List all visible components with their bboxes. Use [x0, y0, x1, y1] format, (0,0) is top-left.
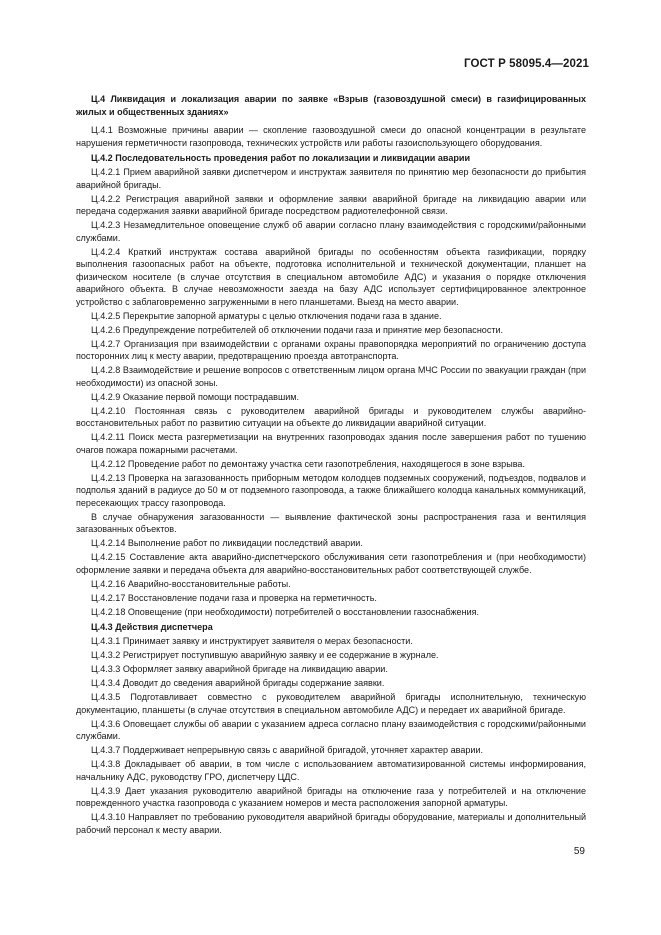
paragraph: Ц.4.2.6 Предупреждение потребителей об отключении подачи газа и принятие мер безопасности. — [91, 324, 504, 335]
paragraph: Ц.4.2.2 Регистрация аварийной заявки и оформление заявки аварийной бригаде на ликвидацию аварии или передача содержания заявки аварийной бригаде посредством радиотелефонной связи. — [76, 193, 586, 216]
paragraph: Ц.4.2.1 Прием аварийной заявки диспетчером и инструктаж заявителя по принятию мер безопасности до прибытия аварийной бригады. — [76, 167, 586, 190]
section-heading-c4: Ц.4 Ликвидация и локализация аварии по заявке «Взрыв (газовоздушной смеси) в газифицированных жилых и общественных зданиях» — [76, 94, 586, 117]
paragraph: Ц.4.1 Возможные причины аварии — скопление газовоздушной смеси до опасной концентрации в результате нарушения герметичности газопровода, технических устройств или работы газоиспользующего оборудования. — [76, 125, 586, 148]
paragraph: Ц.4.2.5 Перекрытие запорной арматуры с целью отключения подачи газа в здание. — [91, 310, 442, 321]
paragraph: Ц.4.2.4 Краткий инструктаж состава аварийной бригады по особенностям объекта газификации, порядку выполнения газоопасных работ на объекте, подготовка исполнительной и технической документации, планшет на физическом носителе (в случае отсутствия в специальном автомобиле АДС) и указания о порядке отключения аварийного объекта. В случае невозможности заезда на базу АДС использует сертифицированное электронное устройство с заблаговременно загруженными в него планшетами. Выезд на место аварии. — [76, 246, 586, 307]
paragraph: Ц.4.2.15 Составление акта аварийно-диспетчерского обслуживания сети газопотребления и (при необходимости) оформление заявки и передача объекта для аварийно-восстановительных работ соответствующей службе. — [76, 552, 586, 575]
paragraph: Ц.4.2.11 Поиск места разгерметизации на внутренних газопроводах здания после завершения работ по тушению очагов пожара пожарными расчетами. — [76, 432, 586, 455]
paragraph: Ц.4.2.9 Оказание первой помощи пострадавшим. — [91, 391, 300, 402]
paragraph: Ц.4.3.5 Подготавливает совместно с руководителем аварийной бригады исполнительную, техническую документацию, планшеты (в случае отсутствия в специальном автомобиле АДС) и передает их аварийной бригаде. — [76, 692, 586, 715]
paragraph: Ц.4.2.14 Выполнение работ по ликвидации последствий аварии. — [91, 538, 363, 548]
section-heading-c4-2: Ц.4.2 Последовательность проведения работ по локализации и ликвидации аварии — [91, 153, 471, 163]
document-body — [76, 93, 586, 838]
paragraph: Ц.4.2.8 Взаимодействие и решение вопросов с ответственным лицом органа МЧС России по эвакуации граждан (при необходимости) из опасной зоны. — [76, 365, 587, 388]
paragraph: Ц.4.3.2 Регистрирует поступившую аварийную заявку и ее содержание в журнале. — [91, 650, 439, 660]
paragraph: Ц.4.2.3 Незамедлительное оповещение служб об аварии согласно плану взаимодействия с городскими/районными службами. — [76, 220, 586, 243]
paragraph: Ц.4.2.12 Проведение работ по демонтажу участка сети газопотребления, находящегося в зоне взрыва. — [91, 458, 525, 469]
paragraph: Ц.4.3.6 Оповещает службы об аварии с указанием адреса согласно плану взаимодействия с городскими/районными службами. — [76, 718, 586, 741]
paragraph: Ц.4.3.7 Поддерживает непрерывную связь с аварийной бригадой, уточняет характер аварии. — [91, 745, 484, 755]
document-id: ГОСТ Р 58095.4—2021 — [464, 58, 589, 70]
paragraph: Ц.4.2.7 Организация при взаимодействии с органами охраны правопорядка мероприятий по ограничению доступа посторонних лиц к месту аварии, предотвращению проезда автотранспорта. — [76, 338, 586, 361]
paragraph: Ц.4.2.13 Проверка на загазованность приборным методом колодцев подземных сооружений, подъездов, подвалов и подполья зданий в радиусе до 50 м от подземного газопровода, а также ближайшего колодца канальных коммуникаций, пересекающих трассу газопровода. — [76, 472, 586, 508]
paragraph: Ц.4.3.4 Доводит до сведения аварийной бригады содержание заявки. — [91, 678, 385, 688]
paragraph: Ц.4.3.10 Направляет по требованию руководителя аварийной бригады оборудование, материалы и дополнительный рабочий персонал к месту аварии. — [76, 812, 586, 835]
paragraph: В случае обнаружения загазованности — выявление фактической зоны распространения газа и вентиляция загазованных объектов. — [76, 511, 586, 534]
paragraph: Ц.4.2.16 Аварийно-восстановительные работы. — [91, 578, 291, 589]
paragraph: Ц.4.2.10 Постоянная связь с руководителем аварийной бригады и руководителем службы аварийно-восстановительных работ по развитию ситуации на объекте до ликвидации аварийной ситуации. — [76, 405, 586, 428]
paragraph: Ц.4.3.8 Докладывает об аварии, в том числе с использованием автоматизированной системы информирования, начальнику АДС, руководству ГРО, диспетчеру ЦДС. — [76, 759, 586, 782]
page-number: 59 — [573, 846, 585, 857]
paragraph: Ц.4.2.17 Восстановление подачи газа и проверка на герметичность. — [91, 592, 377, 603]
paragraph: Ц.4.3.1 Принимает заявку и инструктирует заявителя о мерах безопасности. — [91, 636, 413, 646]
section-heading-c4-3: Ц.4.3 Действия диспетчера — [91, 622, 213, 632]
paragraph: Ц.4.2.18 Оповещение (при необходимости) потребителей о восстановлении газоснабжения. — [91, 606, 480, 617]
paragraph: Ц.4.3.9 Дает указания руководителю аварийной бригады на отключение газа у потребителей и на отключение поврежденного участка газопровода с указанием номеров и места расположения запорной арматуры. — [76, 785, 586, 808]
paragraph: Ц.4.3.3 Оформляет заявку аварийной бригаде на ликвидацию аварии. — [91, 664, 388, 674]
